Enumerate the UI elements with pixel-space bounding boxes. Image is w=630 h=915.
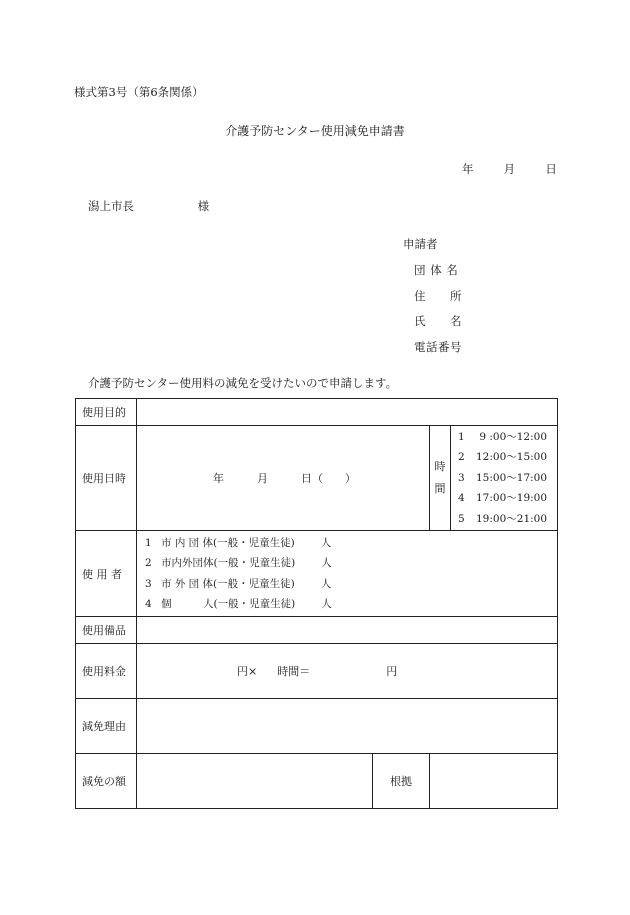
basis-label: 根拠 — [373, 754, 430, 809]
amount-field[interactable] — [137, 754, 373, 809]
datetime-row — [76, 426, 558, 531]
datetime-value: 年 月 日（ ） — [213, 472, 356, 485]
date-year: 年 — [462, 162, 474, 176]
time-slot[interactable]: 3 15:00～17:00 — [458, 471, 548, 484]
user-category[interactable]: 2 市内外団体(一般・児童生徒) 人 — [145, 557, 332, 569]
date-day: 日 — [545, 162, 557, 176]
equipment-row — [76, 617, 558, 644]
fee-field[interactable] — [137, 644, 558, 699]
users-label: 使 用 者 — [76, 531, 137, 617]
applicant-name: 氏 名 — [414, 314, 462, 328]
fee-label: 使用料金 — [76, 644, 137, 699]
addressee-name: 潟上市長 — [88, 199, 134, 213]
fee-total-yen: 円 — [386, 665, 398, 678]
applicant-heading: 申請者 — [403, 237, 438, 251]
equipment-field[interactable] — [137, 617, 558, 644]
applicant-org-name: 団 体 名 — [414, 263, 459, 277]
addressee-honorific: 様 — [197, 199, 210, 213]
user-category[interactable]: 4 個 人(一般・児童生徒) 人 — [145, 598, 332, 610]
purpose-field[interactable] — [137, 399, 558, 426]
time-label — [430, 426, 451, 531]
time-slots — [451, 426, 558, 531]
addressee — [88, 198, 209, 214]
time-label-char-1: 時 — [434, 460, 446, 473]
applicant-address: 住 所 — [414, 289, 462, 303]
time-slot[interactable]: 5 19:00～21:00 — [458, 512, 548, 525]
time-slot[interactable]: 1 9 :00～12:00 — [458, 431, 548, 444]
document-title: 介護予防センター使用減免申請書 — [225, 124, 405, 138]
date-month: 月 — [503, 162, 516, 176]
fee-yen-times: 円× — [237, 665, 258, 678]
datetime-field[interactable] — [137, 426, 430, 531]
equipment-label: 使用備品 — [76, 617, 137, 644]
time-slot[interactable]: 4 17:00～19:00 — [458, 492, 548, 505]
application-statement: 介護予防センター使用料の減免を受けたいので申請します。 — [88, 376, 398, 390]
reason-row — [76, 699, 558, 754]
purpose-row — [76, 399, 558, 426]
fee-hours-equals: 時間＝ — [277, 665, 311, 678]
users-row — [76, 531, 558, 617]
users-field — [137, 531, 558, 617]
form-number: 様式第3号（第6条関係） — [74, 85, 204, 99]
datetime-label: 使用日時 — [76, 426, 137, 531]
reason-field[interactable] — [137, 699, 558, 754]
fee-row — [76, 644, 558, 699]
time-slot[interactable]: 2 12:00～15:00 — [458, 451, 548, 464]
amount-row — [76, 754, 558, 809]
user-category[interactable]: 1 市 内 団 体(一般・児童生徒) 人 — [145, 536, 332, 549]
applicant-phone: 電話番号 — [414, 340, 462, 354]
date-line — [462, 161, 557, 177]
user-category[interactable]: 3 市 外 団 体(一般・児童生徒) 人 — [145, 577, 332, 590]
reason-label: 減免理由 — [76, 699, 137, 754]
application-table — [75, 398, 558, 809]
basis-field[interactable] — [430, 754, 558, 809]
time-label-char-2: 間 — [434, 482, 446, 495]
purpose-label: 使用目的 — [76, 399, 137, 426]
amount-label: 減免の額 — [76, 754, 137, 809]
